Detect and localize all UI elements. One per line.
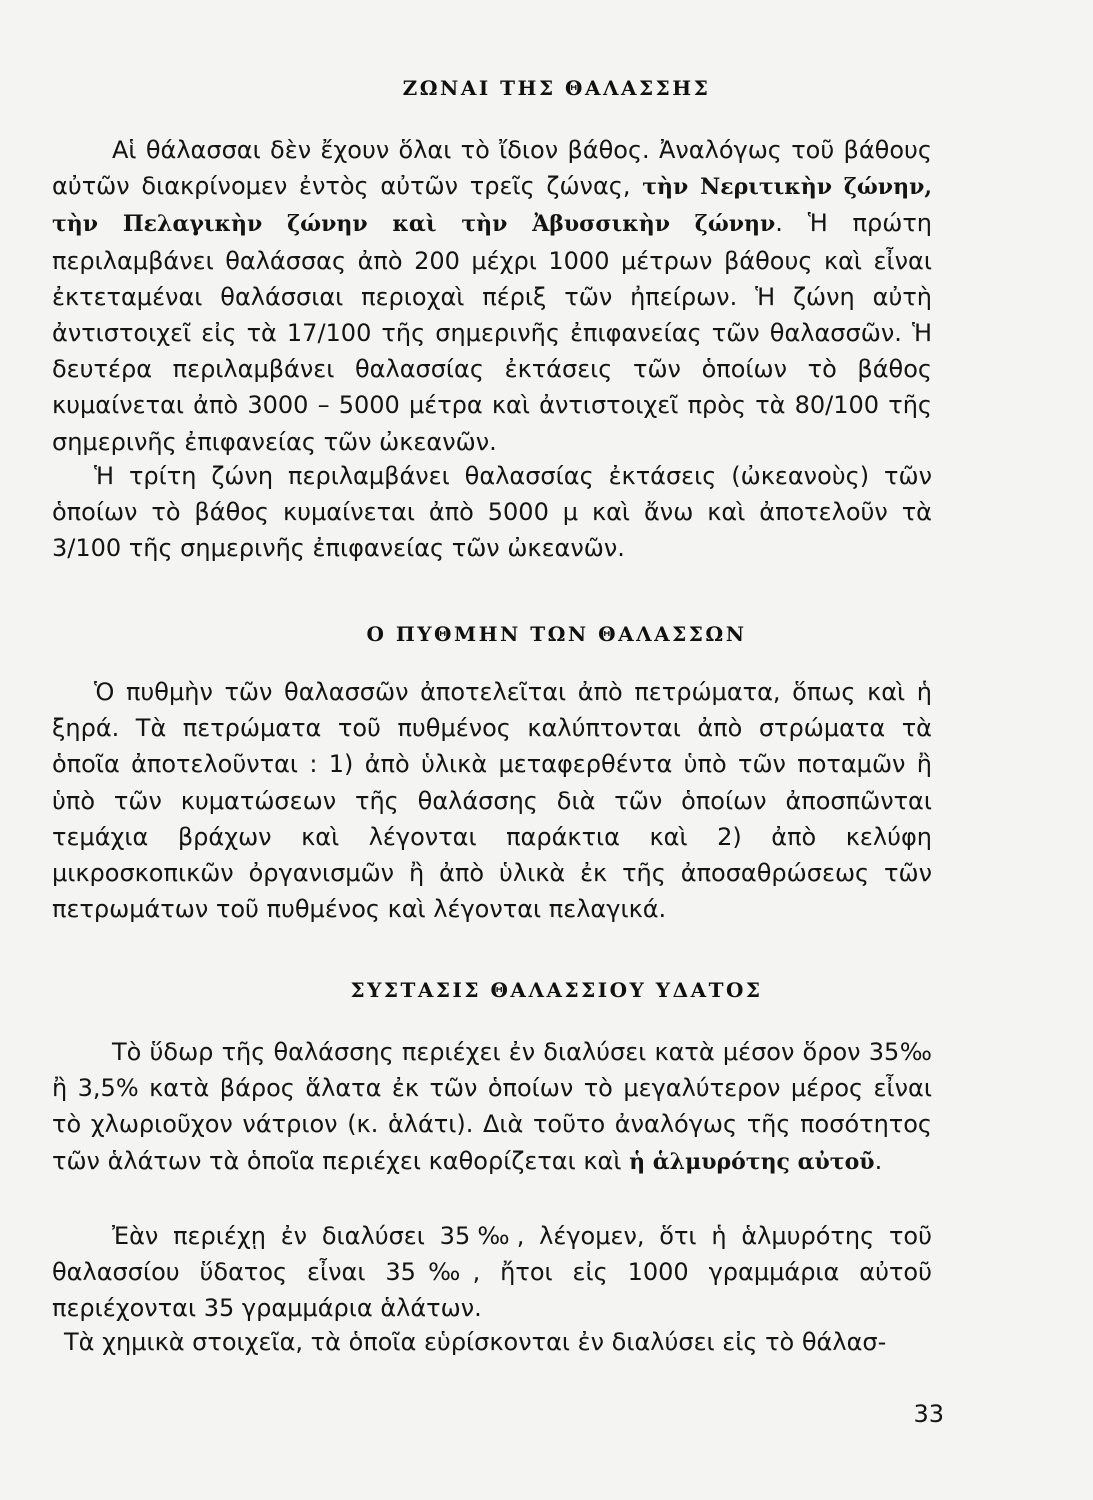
- paragraph-zones-intro: [52, 132, 932, 460]
- paragraph-zones-details: . Ἡ πρώτη περιλαμβάνει θαλάσσας ἀπὸ 200 μέχρι 1000 μέτρων βάθους καὶ εἶναι ἐκτεταμέναι θαλάσσιαι περιοχαὶ πέριξ τῶν ἠπείρων. Ἡ ζώνη αὐτὴ ἀντιστοιχεῖ εἰς τὰ 17/100 τῆς σημερινῆς ἐπιφανείας τῶν θαλασσῶν. Ἡ δευτέρα περιλαμβάνει θαλασσίας ἐκτάσεις τῶν ὁποίων τὸ βάθος κυμαίνεται ἀπὸ 3000 – 5000 μέτρα καὶ ἀντιστοιχεῖ πρὸς τὰ 80/100 τῆς σημερινῆς ἐπιφανείας τῶν ὠκεανῶν.: [52, 209, 932, 456]
- paragraph-zones-intro-text: Αἱ θάλασσαι δὲν ἔχουν ὅλαι τὸ ἴδιον βάθος. Ἀναλόγως τοῦ βάθους αὐτῶν διακρίνομεν ἐντὸς αὐτῶν τρεῖς ζώνας,: [52, 136, 932, 201]
- paragraph-salinity-definition: Ἐὰν περιέχῃ ἐν διαλύσει 35‰, λέγομεν, ὅτι ἡ ἁλμυρότης τοῦ θαλασσίου ὕδατος εἶναι 35‰, ἤτοι εἰς 1000 γραμμάρια αὐτοῦ περιέχονται 35 γραμμάρια ἁλάτων.: [52, 1222, 932, 1323]
- paragraph-seabed: Ὁ πυθμὴν τῶν θαλασσῶν ἀποτελεῖται ἀπὸ πετρώματα, ὅπως καὶ ἡ ξηρά. Τὰ πετρώματα τοῦ πυθμένος καλύπτονται ἀπὸ στρώματα τὰ ὁποῖα ἀποτελοῦνται : 1) ἀπὸ ὑλικὰ μεταφερθέντα ὑπὸ τῶν ποταμῶν ἢ ὑπὸ τῶν κυματώσεων τῆς θαλάσσης διὰ τῶν ὁποίων ἀποσπῶνται τεμάχια βράχων καὶ λέγονται παράκτια καὶ 2) ἀπὸ κελύφη μικροσκοπικῶν ὀργανισμῶν ἢ ἀπὸ ὑλικὰ ἐκ τῆς ἀποσαθρώσεως τῶν πετρωμάτων τοῦ πυθμένος καὶ λέγονται πελαγικά.: [52, 678, 932, 924]
- salinity-bold: ἡ ἁλμυρότης αὐτοῦ: [629, 1148, 875, 1175]
- salinity-period: .: [874, 1146, 883, 1175]
- zone-names-bold: τὴν Νεριτικὴν ζώνην, τὴν Πελαγικὴν ζώνην καὶ τὴν Ἀβυσσικὴν ζώνην: [52, 174, 932, 238]
- paragraph-salinity-intro: [52, 1034, 932, 1180]
- paragraph-third-zone: Ἡ τρίτη ζώνη περιλαμβάνει θαλασσίας ἐκτάσεις (ὠκεανοὺς) τῶν ὁποίων τὸ βάθος κυμαίνεται ἀπὸ 5000 μ καὶ ἄνω καὶ ἀποτελοῦν τὰ 3/100 τῆς σημερινῆς ἐπιφανείας τῶν ὠκεανῶν.: [52, 462, 932, 563]
- section-heading-zones: ΖΩΝΑΙ ΤΗΣ ΘΑΛΑΣΣΗΣ: [402, 76, 711, 100]
- section-heading-seawater-composition: ΣΥΣΤΑΣΙΣ ΘΑΛΑΣΣΙΟΥ ΥΔΑΤΟΣ: [350, 978, 763, 1002]
- paragraph-chemical-elements: Τὰ χημικὰ στοιχεῖα, τὰ ὁποῖα εὑρίσκονται ἐν διαλύσει εἰς τὸ θάλασ-: [64, 1328, 887, 1356]
- page-number: 33: [913, 1400, 944, 1428]
- section-heading-seabed: Ο ΠΥΘΜΗΝ ΤΩΝ ΘΑΛΑΣΣΩΝ: [366, 622, 747, 646]
- paragraph-salinity-intro-text: Τὸ ὕδωρ τῆς θαλάσσης περιέχει ἐν διαλύσει κατὰ μέσον ὅρον 35‰ ἢ 3,5% κατὰ βάρος ἅλατα ἐκ τῶν ὁποίων τὸ μεγαλύτερον μέρος εἶναι τὸ χλωριοῦχον νάτριον (κ. ἁλάτι). Διὰ τοῦτο ἀναλόγως τῆς ποσότητος τῶν ἁλάτων τὰ ὁποῖα περιέχει καθορίζεται καὶ: [52, 1038, 932, 1175]
